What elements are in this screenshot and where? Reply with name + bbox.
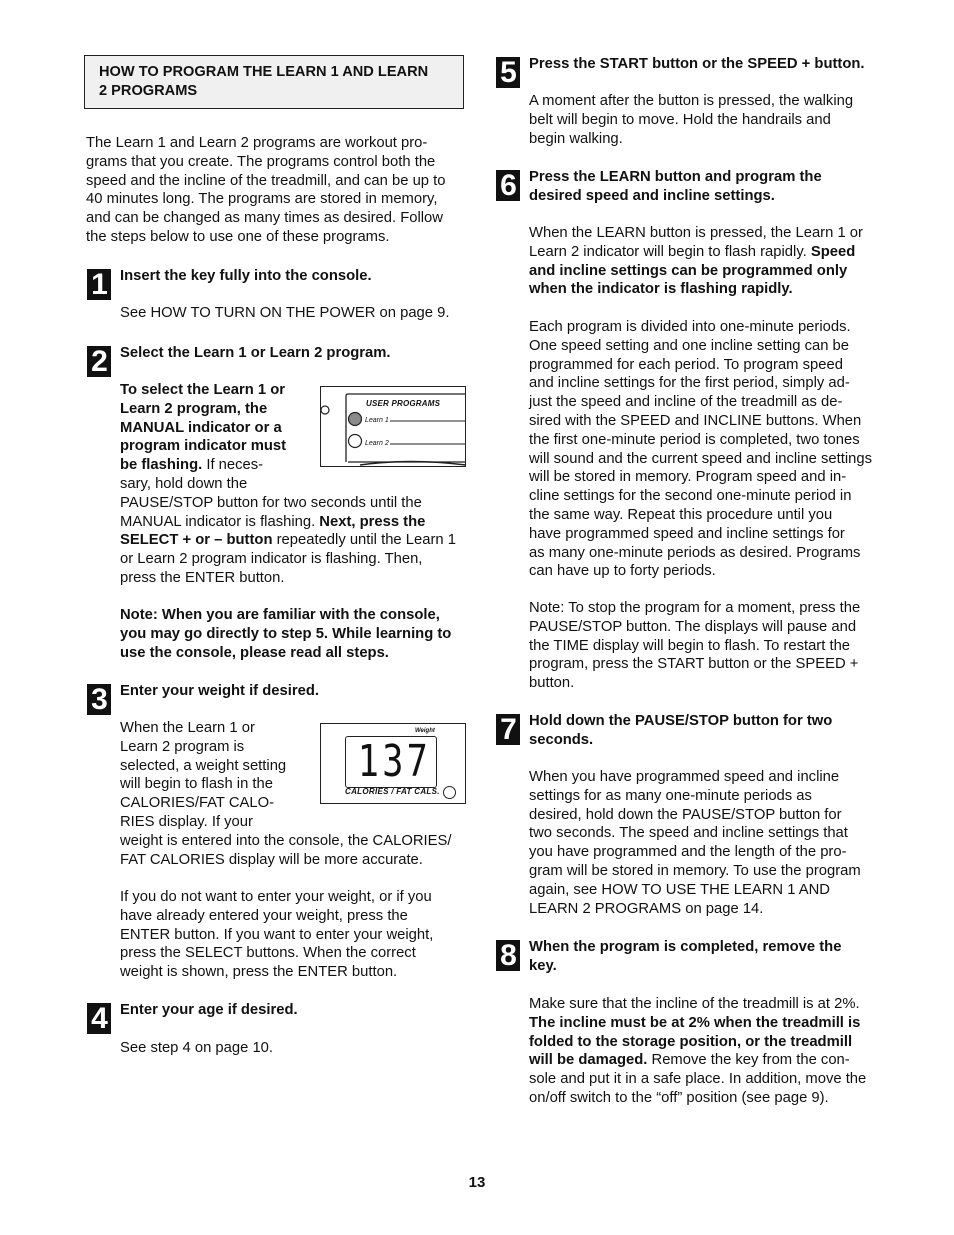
text-line: button. — [529, 675, 575, 692]
text-line: sole and put it in a safe place. In addition, move the — [529, 1071, 867, 1088]
text-line: Each program is divided into one-minute periods. — [529, 319, 851, 335]
text-line: Hold down the PAUSE/STOP button for two — [529, 713, 833, 729]
bold-span: be flashing. — [120, 457, 203, 474]
text-line: have already entered your weight, press the — [120, 907, 408, 924]
text-line: seconds. — [529, 731, 594, 748]
step-number-2: 2 — [87, 346, 111, 377]
text-line — [529, 1051, 866, 1070]
text-line: 40 minutes long. The programs are stored in memory, — [86, 191, 438, 208]
text-line — [120, 531, 456, 550]
text-line: speed and the incline of the treadmill, and can be up to — [86, 172, 446, 189]
text-line: Press the LEARN button and program the — [529, 169, 822, 185]
text-span: If neces- — [202, 457, 264, 474]
text-line: settings for as many one-minute periods as — [529, 787, 812, 804]
text-line: and incline settings can be programmed only — [529, 262, 848, 279]
text-line: program indicator must — [120, 438, 287, 455]
text-line — [529, 243, 863, 262]
step-1-text: See HOW TO TURN ON THE POWER on page 9. — [120, 305, 450, 321]
text-line: the steps below to use one of these programs. — [86, 228, 390, 245]
text-line: the TIME display will begin to flash. To restart the — [529, 637, 851, 654]
step-5-heading: Press the START button or the SPEED + button. — [529, 56, 865, 72]
text-line: will be stored in memory. Program speed and in- — [529, 469, 847, 486]
text-line — [120, 513, 456, 532]
step-7-heading — [529, 712, 832, 750]
step-3-para-2 — [120, 888, 433, 982]
text-line: PAUSE/STOP button for two seconds until the — [120, 494, 422, 511]
text-line: program, press the START button or the SPEED + — [529, 656, 859, 673]
page-number: 13 — [468, 1174, 486, 1191]
text-line: When the program is completed, remove the — [529, 939, 842, 955]
text-line: just the speed and incline of the treadmill as de- — [529, 394, 843, 411]
step-4-text: See step 4 on page 10. — [120, 1040, 274, 1056]
intro-paragraph — [86, 134, 445, 247]
step-number-4: 4 — [87, 1003, 111, 1034]
section-title-box — [84, 55, 464, 109]
weight-value: 137 — [357, 736, 431, 787]
step-7-text — [529, 768, 861, 918]
text-line: folded to the storage position, or the treadmill — [529, 1033, 853, 1050]
step-8-text — [529, 995, 866, 1108]
text-line: again, see HOW TO USE THE LEARN 1 AND — [529, 881, 830, 898]
text-line: When the Learn 1 or — [120, 720, 255, 736]
user-programs-figure — [320, 386, 466, 467]
step-number-1: 1 — [87, 269, 111, 300]
text-line: weight is shown, press the ENTER button. — [120, 964, 398, 981]
text-line: programmed for each period. To program speed — [529, 356, 843, 373]
bold-span: Speed — [810, 243, 856, 260]
weight-display-figure — [320, 723, 466, 804]
text-line: One speed setting and one incline setting can be — [529, 337, 850, 354]
text-line: A moment after the button is pressed, the walking — [529, 93, 854, 109]
text-line: weight is entered into the console, the CALORIES/ — [120, 832, 452, 849]
text-line: and can be changed as many times as desired. Follow — [86, 210, 443, 227]
text-line: on/off switch to the “off” position (see page 9). — [529, 1089, 829, 1106]
indicator-light — [443, 786, 456, 799]
text-line: key. — [529, 957, 557, 974]
text-span: repeatedly until the Learn 1 — [272, 532, 456, 549]
text-line: desired speed and incline settings. — [529, 187, 775, 204]
step-5-text — [529, 92, 853, 148]
step-1-heading: Insert the key fully into the console. — [120, 268, 372, 284]
step-3-heading: Enter your weight if desired. — [120, 683, 319, 699]
text-line: MANUAL indicator or a — [120, 419, 282, 436]
text-line: begin walking. — [529, 130, 623, 147]
weight-label: Weight — [415, 728, 435, 734]
text-line: when the indicator is flashing rapidly. — [529, 281, 793, 298]
text-line: you have programmed and the length of the pro- — [529, 844, 847, 861]
section-title-line: 2 PROGRAMS — [99, 82, 198, 99]
text-line: sary, hold down the — [120, 475, 248, 492]
text-line: gram will be stored in memory. To use the program — [529, 862, 861, 879]
learn-1-label: Learn 1 — [365, 417, 389, 424]
step-6-para-1 — [529, 224, 863, 299]
step-2-heading: Select the Learn 1 or Learn 2 program. — [120, 345, 391, 361]
text-line: When you have programmed speed and incline — [529, 769, 840, 785]
text-line: RIES display. If your — [120, 813, 253, 830]
text-line: FAT CALORIES display will be more accurate. — [120, 851, 423, 868]
text-line: ENTER button. If you want to enter your weight, — [120, 926, 434, 943]
step-number-6: 6 — [496, 170, 520, 201]
text-line: the same way. Repeat this procedure until you — [529, 506, 833, 523]
text-line: cline settings for the second one-minute period in — [529, 488, 852, 505]
bold-span: Next, press the — [319, 513, 426, 530]
text-line: or Learn 2 program indicator is flashing. Then, — [120, 551, 423, 568]
text-line: Make sure that the incline of the treadmill is at 2%. — [529, 996, 860, 1012]
text-line: Note: When you are familiar with the console, — [120, 607, 440, 623]
calories-caption: CALORIES / FAT CALS. — [345, 787, 440, 796]
text-span: Learn 2 indicator will begin to flash rapidly. — [529, 243, 811, 260]
text-line: press the ENTER button. — [120, 569, 285, 586]
text-line: grams that you create. The programs control both the — [86, 153, 436, 170]
text-line: The incline must be at 2% when the treadmill is — [529, 1014, 861, 1031]
text-line: Learn 2 program is — [120, 738, 245, 755]
section-title-line: HOW TO PROGRAM THE LEARN 1 AND LEARN — [99, 64, 429, 80]
text-line: use the console, please read all steps. — [120, 644, 389, 661]
text-line: have programmed speed and incline settings for — [529, 525, 845, 542]
text-line: can have up to forty periods. — [529, 563, 716, 580]
bold-span: SELECT + or – button — [120, 532, 273, 549]
text-line: the first one-minute period is completed, two tones — [529, 431, 860, 448]
bold-span: will be damaged. — [529, 1052, 648, 1069]
text-line: will sound and the current speed and incline settings — [529, 450, 873, 467]
text-line: CALORIES/FAT CALO- — [120, 795, 275, 812]
text-line: LEARN 2 PROGRAMS on page 14. — [529, 900, 764, 917]
text-line: desired, hold down the PAUSE/STOP button for — [529, 806, 842, 823]
text-span: Remove the key from the con- — [647, 1052, 850, 1069]
text-line: If you do not want to enter your weight, or if you — [120, 889, 432, 905]
text-line: To select the Learn 1 or — [120, 382, 286, 398]
step-number-5: 5 — [496, 57, 520, 88]
step-6-note — [529, 599, 860, 693]
text-line: When the LEARN button is pressed, the Learn 1 or — [529, 225, 863, 241]
text-line: and incline settings for the first period, simply ad- — [529, 375, 850, 392]
text-line: press the SELECT buttons. When the correct — [120, 945, 416, 962]
text-line: two seconds. The speed and incline settings that — [529, 825, 848, 842]
text-line: Note: To stop the program for a moment, press the — [529, 600, 861, 616]
step-6-heading — [529, 168, 822, 206]
step-8-heading — [529, 938, 841, 976]
step-4-heading: Enter your age if desired. — [120, 1002, 298, 1018]
text-line: The Learn 1 and Learn 2 programs are workout pro- — [86, 135, 428, 151]
user-programs-label: USER PROGRAMS — [366, 399, 441, 408]
text-line: belt will begin to move. Hold the handrails and — [529, 111, 831, 128]
text-line: as many one-minute periods as desired. Programs — [529, 544, 861, 561]
text-line: Learn 2 program, the — [120, 400, 268, 417]
text-line: you may go directly to step 5. While learning to — [120, 625, 452, 642]
step-number-8: 8 — [496, 940, 520, 971]
text-line: selected, a weight setting — [120, 757, 287, 774]
text-line: sired with the SPEED and INCLINE buttons. When — [529, 412, 862, 429]
step-number-7: 7 — [496, 714, 520, 745]
step-number-3: 3 — [87, 684, 111, 715]
text-line: PAUSE/STOP button. The displays will pause and — [529, 618, 857, 635]
step-2-note — [120, 606, 451, 662]
text-span: MANUAL indicator is flashing. — [120, 513, 320, 530]
learn-2-label: Learn 2 — [365, 440, 389, 447]
text-line: will begin to flash in the — [120, 776, 273, 793]
step-6-para-2 — [529, 318, 872, 581]
